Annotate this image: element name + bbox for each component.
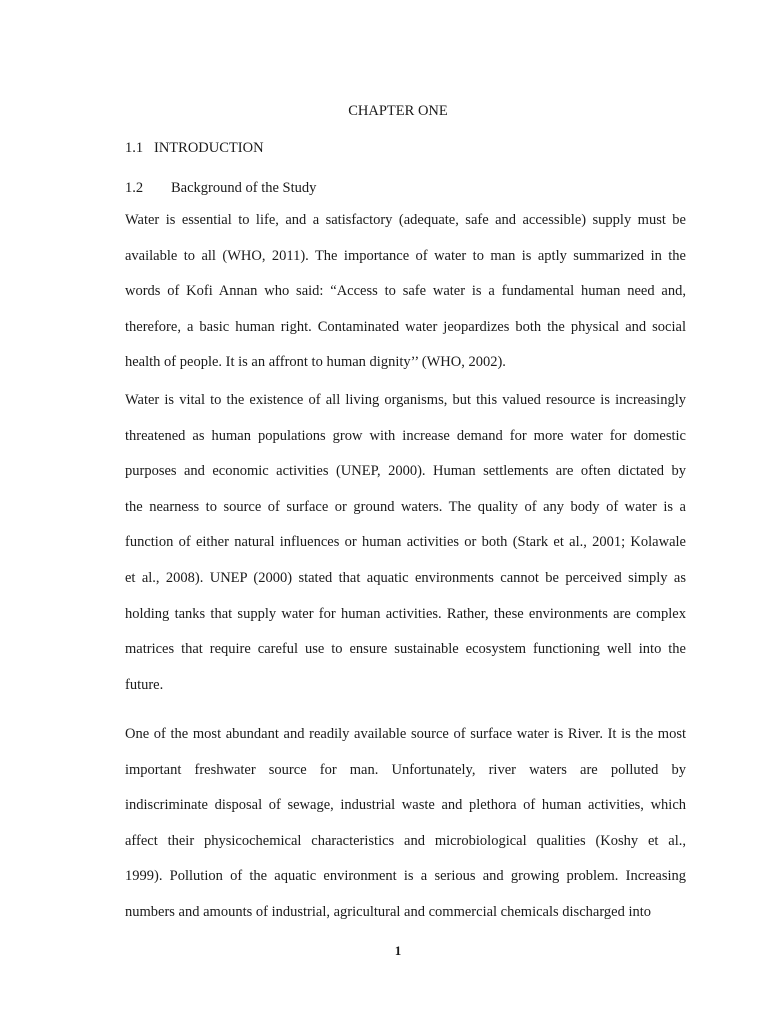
- section-heading-background: [125, 178, 316, 198]
- paragraph-line: future.: [125, 676, 164, 693]
- section-number: 1.2: [125, 180, 144, 196]
- paragraph-line: therefore, a basic human right. Contaminated water jeopardizes both the physical and social: [125, 318, 686, 335]
- paragraph-line: Water is vital to the existence of all living organisms, but this valued resource is increasingly: [125, 392, 686, 408]
- section-heading-introduction: [125, 138, 264, 158]
- paragraph-line: affect their physicochemical characteristics and microbiological qualities (Koshy et al.,: [125, 832, 686, 849]
- body-paragraph: [125, 203, 686, 381]
- section-number: 1.1: [125, 140, 144, 156]
- section-title: INTRODUCTION: [154, 140, 264, 156]
- paragraph-line: function of either natural influences or human activities or both (Stark et al., 2001; Kolawale: [125, 534, 686, 551]
- paragraph-line: important freshwater source for man. Unfortunately, river waters are polluted by: [125, 761, 686, 778]
- paragraph-line: numbers and amounts of industrial, agricultural and commercial chemicals discharged into: [125, 903, 652, 920]
- paragraph-line: the nearness to source of surface or ground waters. The quality of any body of water is a: [125, 498, 686, 515]
- paragraph-line: et al., 2008). UNEP (2000) stated that aquatic environments cannot be perceived simply as: [125, 569, 686, 586]
- body-paragraph: [125, 717, 686, 931]
- paragraph-line: threatened as human populations grow with increase demand for more water for domestic: [125, 427, 686, 444]
- paragraph-line: purposes and economic activities (UNEP, 2000). Human settlements are often dictated by: [125, 463, 686, 480]
- paragraph-line: available to all (WHO, 2011). The importance of water to man is aptly summarized in the: [125, 247, 686, 264]
- paragraph-line: 1999). Pollution of the aquatic environment is a serious and growing problem. Increasing: [125, 868, 686, 885]
- section-title: Background of the Study: [171, 180, 317, 196]
- paragraph-line: health of people. It is an affront to human dignity’’ (WHO, 2002).: [125, 354, 506, 371]
- paragraph-line: indiscriminate disposal of sewage, industrial waste and plethora of human activities, which: [125, 797, 686, 814]
- paragraph-line: matrices that require careful use to ensure sustainable ecosystem functioning well into the: [125, 641, 686, 658]
- paragraph-line: Water is essential to life, and a satisfactory (adequate, safe and accessible) supply must be: [125, 212, 686, 228]
- chapter-title: CHAPTER ONE: [348, 103, 448, 119]
- paragraph-line: holding tanks that supply water for human activities. Rather, these environments are complex: [125, 605, 686, 622]
- paragraph-line: words of Kofi Annan who said: “Access to safe water is a fundamental human need and,: [125, 283, 686, 300]
- page-number: 1: [394, 943, 402, 958]
- paragraph-line: One of the most abundant and readily available source of surface water is River. It is the most: [125, 726, 686, 742]
- body-paragraph: [125, 383, 686, 703]
